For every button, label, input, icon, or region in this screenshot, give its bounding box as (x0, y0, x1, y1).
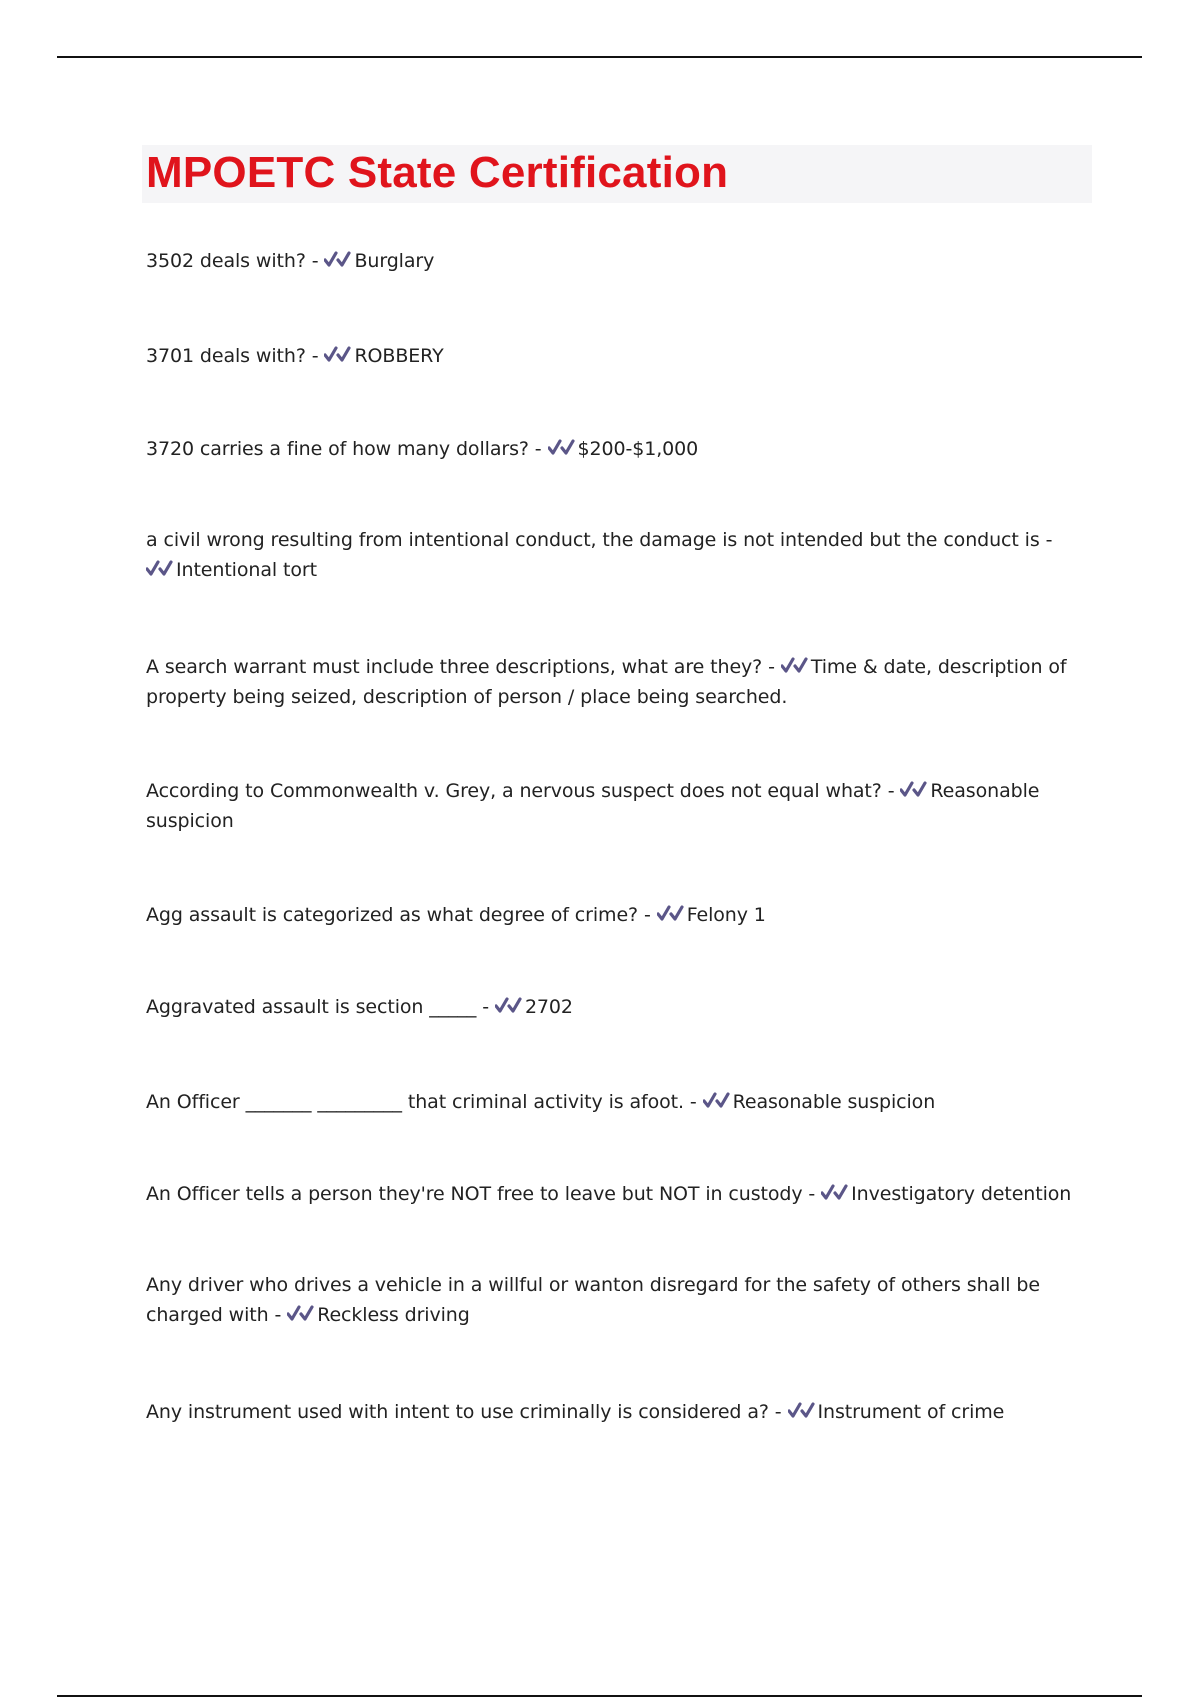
top-rule (57, 56, 1142, 58)
question-text: 3701 deals with? - (146, 345, 319, 367)
question-text: Any driver who drives a vehicle in a willful or wanton disregard for the safety of others shall be charged with - (146, 1274, 1040, 1326)
double-checkmark-icon (703, 1090, 730, 1112)
qa-item (146, 1397, 1086, 1427)
question-text: a civil wrong resulting from intentional conduct, the damage is not intended but the conduct is - (146, 529, 1053, 551)
qa-item (146, 1270, 1086, 1330)
qa-item (146, 434, 1086, 464)
bottom-rule (57, 1695, 1142, 1697)
qa-item (146, 900, 1086, 930)
qa-item (146, 1179, 1086, 1209)
double-checkmark-icon (788, 1400, 815, 1422)
question-text: 3502 deals with? - (146, 250, 319, 272)
question-text: An Officer _______ _________ that criminal activity is afoot. - (146, 1091, 697, 1113)
double-checkmark-icon (495, 995, 522, 1017)
question-text: 3720 carries a fine of how many dollars? - (146, 438, 542, 460)
question-text: According to Commonwealth v. Grey, a nervous suspect does not equal what? - (146, 780, 895, 802)
question-text: Any instrument used with intent to use criminally is considered a? - (146, 1401, 782, 1423)
question-text: An Officer tells a person they're NOT free to leave but NOT in custody - (146, 1183, 816, 1205)
answer-text: 2702 (524, 996, 573, 1018)
question-text: Aggravated assault is section _____ - (146, 996, 489, 1018)
question-text: Agg assault is categorized as what degree of crime? - (146, 904, 651, 926)
double-checkmark-icon (146, 558, 173, 580)
answer-text: Reasonable suspicion (146, 780, 1040, 832)
qa-item (146, 1087, 1086, 1117)
answer-text: Reasonable suspicion (732, 1091, 936, 1113)
answer-text: Intentional tort (176, 559, 317, 581)
answer-text: $200-$1,000 (577, 438, 699, 460)
double-checkmark-icon (324, 344, 351, 366)
qa-item (146, 652, 1086, 712)
answer-text: Instrument of crime (817, 1401, 1005, 1423)
double-checkmark-icon (287, 1303, 314, 1325)
double-checkmark-icon (548, 437, 575, 459)
answer-text: Felony 1 (686, 904, 766, 926)
double-checkmark-icon (657, 903, 684, 925)
answer-text: ROBBERY (354, 345, 444, 367)
qa-item (146, 992, 1086, 1022)
answer-text: Time & date, description of property being seized, description of person / place being searched. (146, 656, 1067, 708)
answer-text: Reckless driving (317, 1304, 470, 1326)
qa-item (146, 246, 1086, 276)
double-checkmark-icon (821, 1182, 848, 1204)
question-text: A search warrant must include three descriptions, what are they? - (146, 656, 775, 678)
qa-item (146, 525, 1086, 585)
qa-item (146, 776, 1086, 836)
answer-text: Burglary (354, 250, 435, 272)
document-title: MPOETC State Certification (146, 148, 729, 197)
double-checkmark-icon (900, 779, 927, 801)
double-checkmark-icon (324, 249, 351, 271)
qa-item (146, 341, 1086, 371)
double-checkmark-icon (781, 655, 808, 677)
answer-text: Investigatory detention (851, 1183, 1072, 1205)
